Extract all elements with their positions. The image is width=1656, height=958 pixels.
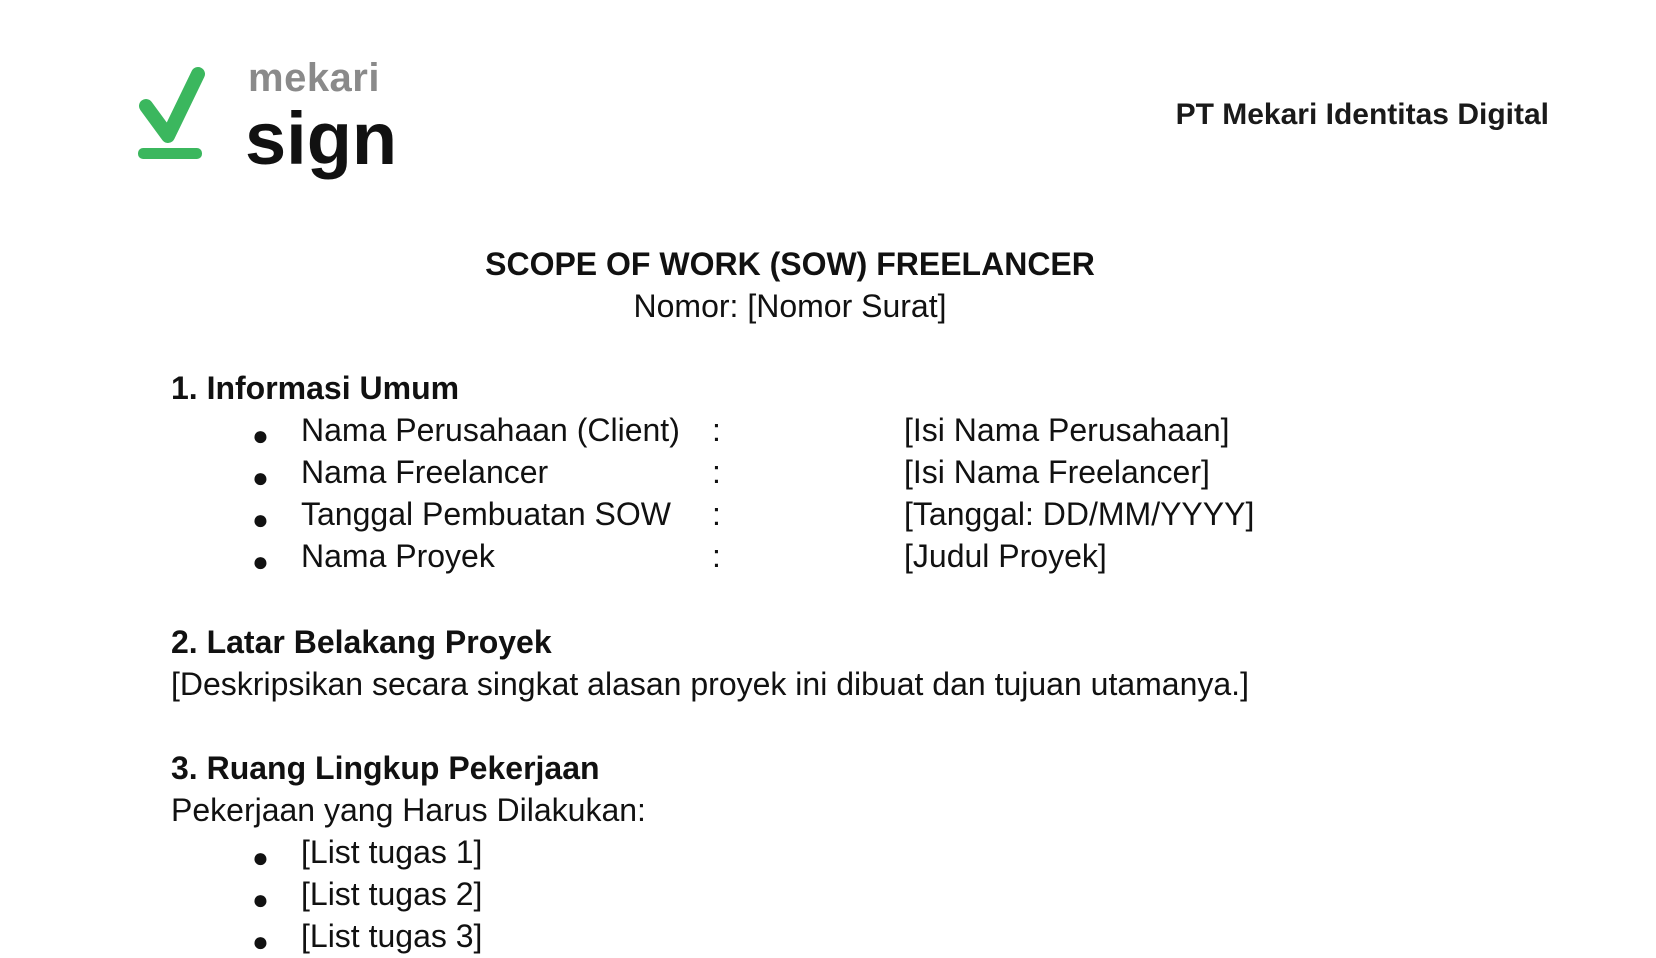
logo-text-sign: sign [245,97,398,180]
logo-text-mekari: mekari [248,56,380,100]
mekari-sign-logo [138,56,418,186]
bullet-icon: ● [252,926,269,957]
section-3-intro: Pekerjaan yang Harus Dilakukan: [171,792,646,828]
info-separator: : [712,412,721,448]
bullet-icon: ● [252,420,269,451]
bullet-icon: ● [252,884,269,915]
document-number: Nomor: [Nomor Surat] [633,288,947,324]
section-1-heading: 1. Informasi Umum [171,370,460,406]
info-separator: : [712,496,721,532]
task-item: [List tugas 3] [301,918,483,954]
checkmark-icon [138,64,218,164]
info-label: Nama Freelancer [301,454,549,490]
section-2-description: [Deskripsikan secara singkat alasan proyek ini dibuat dan tujuan utamanya.] [171,666,1249,702]
bullet-icon: ● [252,546,269,577]
info-label: Tanggal Pembuatan SOW [301,496,671,532]
info-label: Nama Proyek [301,538,495,574]
bullet-icon: ● [252,842,269,873]
info-separator: : [712,454,721,490]
bullet-icon: ● [252,504,269,535]
info-value: [Isi Nama Freelancer] [904,454,1210,490]
section-3-heading: 3. Ruang Lingkup Pekerjaan [171,750,600,786]
bullet-icon: ● [252,462,269,493]
company-name: PT Mekari Identitas Digital [1175,98,1549,131]
section-2-heading: 2. Latar Belakang Proyek [171,624,552,660]
info-label: Nama Perusahaan (Client) [301,412,680,448]
task-item: [List tugas 1] [301,834,483,870]
info-value: [Isi Nama Perusahaan] [904,412,1230,448]
document-title: SCOPE OF WORK (SOW) FREELANCER [485,246,1095,282]
task-item: [List tugas 2] [301,876,483,912]
info-separator: : [712,538,721,574]
info-value: [Judul Proyek] [904,538,1107,574]
info-value: [Tanggal: DD/MM/YYYY] [904,496,1255,532]
